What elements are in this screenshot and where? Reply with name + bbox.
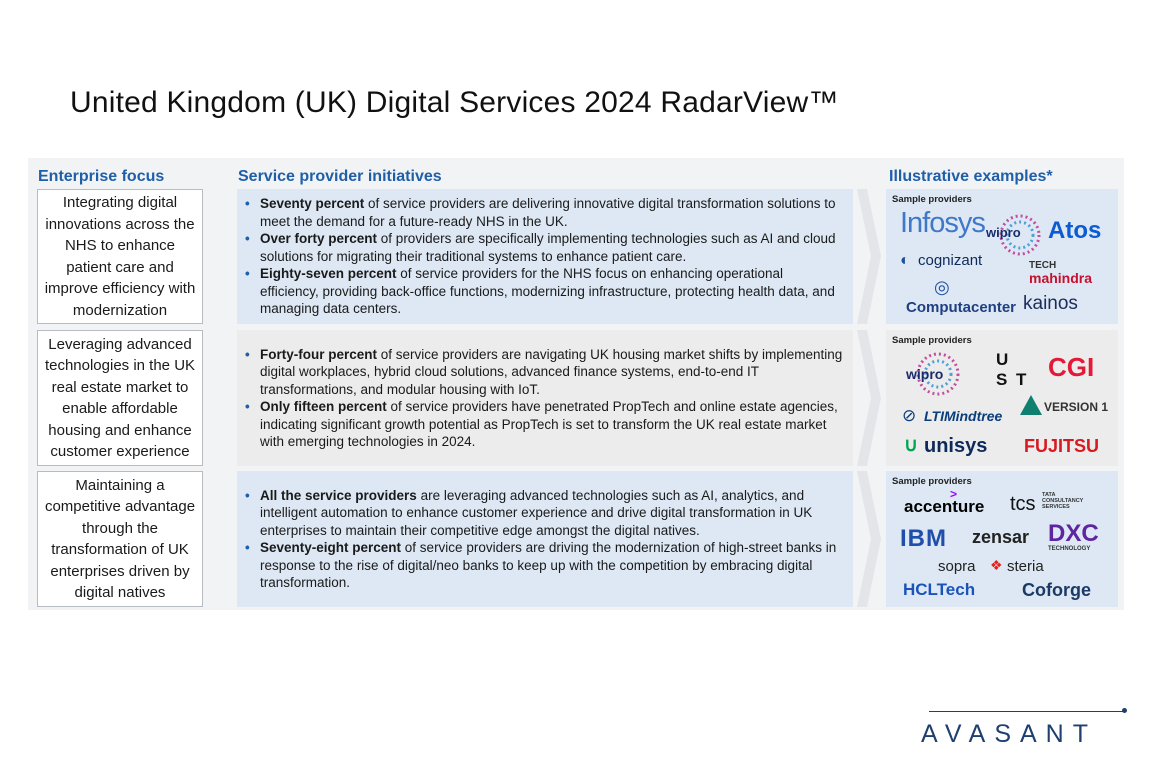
- logo-tcs-subtitle: TATA CONSULTANCY SERVICES: [1042, 492, 1084, 510]
- sample-providers-label: Sample providers: [892, 335, 972, 346]
- bullet-item: [245, 230, 843, 265]
- bullet-item: [245, 195, 843, 230]
- bullet-text: of providers are specifically implementing technologies such as AI and cloud solutions for migrating their traditional systems to enhance patient care.: [260, 231, 836, 264]
- logo-tcs: tcs: [1010, 493, 1036, 515]
- focus-text: Integrating digital innovations across the NHS to enhance patient care and improve efficiency with modernization: [44, 194, 196, 319]
- bullet-highlight: Eighty-seven percent: [260, 266, 397, 282]
- logo-hcltech: HCLTech: [903, 580, 976, 599]
- logo-atos: Atos: [1048, 217, 1102, 244]
- bullet-text: of service providers are driving the modernization of high-street banks in response to the rise of digital/neo banks to keep up with the competition by embracing digital transformation.: [260, 540, 837, 590]
- accenture-mark-icon: >: [950, 487, 958, 501]
- initiatives-panel-real-estate: [237, 330, 853, 466]
- page-title: United Kingdom (UK) Digital Services 2024 RadarView™: [70, 86, 839, 119]
- bullet-dot-icon: •: [245, 399, 250, 414]
- bullet-text: of service providers are delivering innovative digital transformation solutions to meet the demand for a future-ready NHS in the UK.: [260, 196, 836, 229]
- bullet-text: of service providers are navigating UK housing market shifts by implementing digital workplaces, hybrid cloud solutions, advanced finance systems, end-to-end IT transformations, and modular housing with IoT.: [260, 346, 843, 397]
- computacenter-mark-icon: ◎: [934, 277, 950, 297]
- focus-text: Leveraging advanced technologies in the UK real estate market to enable affordable housing and enhance customer experience: [44, 335, 196, 460]
- focus-text: Maintaining a competitive advantage through the transformation of UK enterprises driven by digital natives: [44, 476, 196, 601]
- bullet-highlight: Seventy-eight percent: [260, 540, 402, 555]
- logo-wipro: wipro: [986, 225, 1021, 240]
- initiatives-panel-nhs: [237, 189, 853, 324]
- chevron-arrow-icon: [857, 330, 881, 466]
- logo-ust-top: U: [996, 350, 1019, 369]
- bullet-highlight: Over forty percent: [260, 231, 378, 247]
- logo-wipro: wipro: [906, 366, 944, 382]
- sample-providers-label: Sample providers: [892, 194, 972, 205]
- unisys-mark-icon: ∪: [904, 435, 918, 456]
- logo-computacenter: Computacenter: [906, 299, 1017, 316]
- version1-triangle-icon: [1019, 394, 1043, 416]
- logo-infosys: Infosys: [900, 207, 985, 239]
- bullet-text: of service providers have penetrated PropTech and online estate agencies, indicating significant growth potential as PropTech is set to transform the UK real estate market with emerging technologies in 2024.: [260, 399, 838, 449]
- initiatives-panel-digital-natives: [237, 471, 853, 607]
- logo-zensar: zensar: [972, 527, 1030, 547]
- brand-underline: [929, 711, 1123, 712]
- sopra-steria-mark-icon: ❖: [990, 557, 1003, 573]
- bullet-dot-icon: •: [245, 196, 250, 212]
- bullet-item: [245, 487, 843, 540]
- logo-ibm: IBM: [900, 525, 947, 552]
- bullet-item: [245, 346, 843, 399]
- bullet-dot-icon: •: [245, 266, 250, 282]
- logo-tech-label: TECH: [1029, 260, 1057, 271]
- bullet-text: are leveraging advanced technologies such as AI, analytics, and intelligent automation to enhance customer experience and drive digital transformation in UK enterprises to maintain their competitive edge amongst the digital natives.: [260, 487, 813, 538]
- cognizant-mark-icon: ◐: [900, 252, 910, 269]
- bullet-highlight: Only fifteen percent: [260, 399, 387, 414]
- logo-ltimindtree: LTIMindtree: [924, 408, 1003, 424]
- logo-cognizant: cognizant: [918, 252, 983, 269]
- avasant-logo: AVASANT: [921, 720, 1097, 748]
- logo-steria: steria: [1007, 558, 1044, 575]
- chevron-arrow-icon: [857, 471, 881, 607]
- bullet-highlight: All the service providers: [260, 487, 417, 503]
- examples-panel-digital-natives: [886, 471, 1118, 607]
- sample-providers-label: Sample providers: [892, 476, 972, 487]
- bullet-item: [245, 265, 843, 318]
- bullet-item: [245, 539, 843, 592]
- logo-dxc: DXC: [1048, 520, 1099, 547]
- logo-cgi: CGI: [1048, 352, 1095, 382]
- bullet-dot-icon: •: [245, 540, 250, 555]
- logo-unisys: unisys: [924, 435, 988, 457]
- brand-dot-icon: [1122, 708, 1127, 713]
- logo-accenture: accenture: [904, 497, 985, 516]
- header-illustrative-examples: Illustrative examples*: [889, 168, 1053, 185]
- focus-box-digital-natives: [37, 471, 203, 607]
- examples-panel-real-estate: [886, 330, 1118, 466]
- focus-box-real-estate: [37, 330, 203, 466]
- bullet-dot-icon: •: [245, 346, 250, 362]
- bullet-text: of service providers for the NHS focus on enhancing operational efficiency, providing back-office functions, modernizing infrastructure, protecting health data, and managing data centers.: [260, 266, 835, 317]
- logo-sopra: sopra: [938, 558, 976, 575]
- examples-panel-nhs: [886, 189, 1118, 324]
- header-enterprise-focus: Enterprise focus: [38, 168, 165, 185]
- logo-coforge: Coforge: [1022, 580, 1091, 600]
- logo-fujitsu: FUJITSU: [1024, 436, 1100, 456]
- ltimindtree-mark-icon: ⊘: [902, 406, 917, 425]
- bullet-dot-icon: •: [245, 487, 250, 503]
- logo-ust-bottom: S T: [996, 370, 1029, 389]
- logo-kainos: kainos: [1023, 293, 1078, 314]
- focus-box-nhs: [37, 189, 203, 324]
- chevron-arrow-icon: [857, 189, 881, 324]
- bullet-highlight: Forty-four percent: [260, 346, 378, 362]
- bullet-dot-icon: •: [245, 231, 250, 247]
- logo-version1: VERSION 1: [1044, 400, 1109, 414]
- header-service-provider-initiatives: Service provider initiatives: [238, 168, 442, 185]
- bullet-item: [245, 398, 843, 451]
- logo-dxc-subtitle: TECHNOLOGY: [1048, 546, 1091, 552]
- bullet-highlight: Seventy percent: [260, 196, 365, 212]
- logo-mahindra: mahindra: [1029, 270, 1093, 286]
